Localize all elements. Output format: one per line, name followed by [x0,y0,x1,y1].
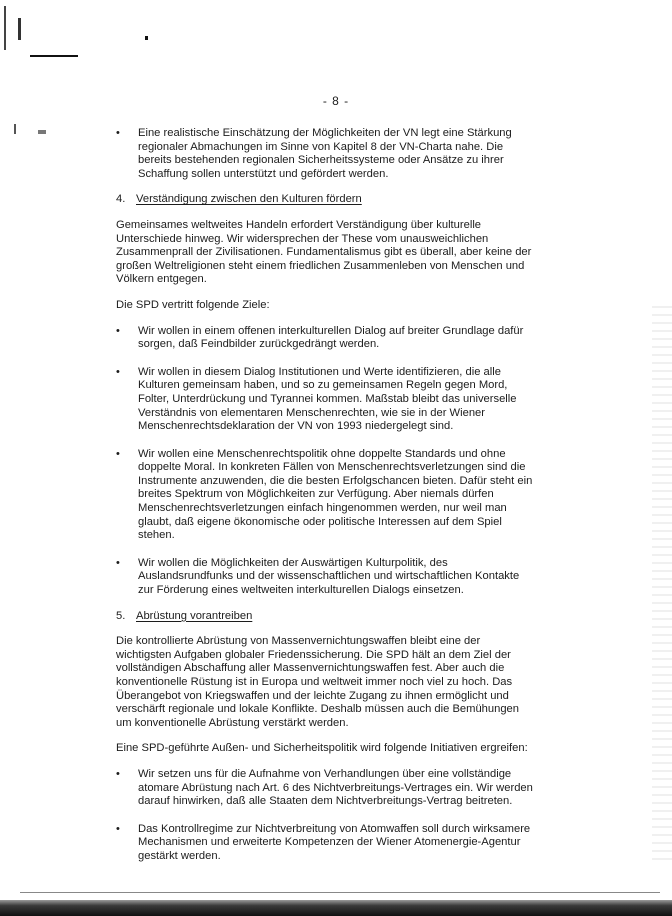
page-number: - 8 - [322,94,350,108]
list-item [116,127,536,181]
bullet-icon: • [116,365,120,378]
section-number: 5. [116,609,126,622]
bullet-icon: • [116,822,120,835]
bullet-text: Wir setzen uns für die Aufnahme von Verhandlungen über eine vollständige atomare Abrüstung nach Art. 6 des Nichtverbreitungs-Vertrages ein. Wir werden darauf hinwirken, daß alle Staaten dem Nichtverbreitungs-Vertrag beitreten. [138,767,533,808]
list-item [116,448,536,543]
document-body [116,127,536,864]
bullet-icon: • [116,127,120,139]
scan-artifact [4,6,6,50]
bullet-icon: • [116,767,120,780]
section-title: Abrüstung vorantreiben [136,609,253,622]
section-title: Verständigung zwischen den Kulturen fördern [136,193,362,206]
section-lead: Eine SPD-geführte Außen- und Sicherheitspolitik wird folgende Initiativen ergreifen: [116,742,528,755]
scan-artifact [38,130,46,134]
section-heading-4 [116,193,536,207]
scan-artifact [145,36,148,40]
section-number: 4. [116,193,126,206]
scan-artifact [20,892,660,893]
bullet-icon: • [116,324,120,337]
list-item [116,325,536,352]
section-lead: Die SPD vertritt folgende Ziele: [116,298,270,311]
bullet-text: Wir wollen in einem offenen interkulturellen Dialog auf breiter Grundlage dafür sorgen, daß Feindbilder zurückgedrängt werden. [138,324,524,351]
section-paragraph: Gemeinsames weltweites Handeln erfordert Verständigung über kulturelle Unterschiede hinweg. Wir widersprechen der These vom unausweichlichen Zusammenprall der Zivilisationen. Fundamentalismus gibt es überall, aber keine der großen Weltreligionen steht einem friedlichen Zusammenleben von Menschen und Völkern entgegen. [116,218,532,286]
bullet-text: Wir wollen in diesem Dialog Institutionen und Werte identifizieren, die alle Kulturen gemeinsam haben, und so zu gemeinsamen Regeln gegen Mord, Folter, Unterdrückung und Tyrannei kommen. Maßstab bleibt das universelle Verständnis von elementaren Menschenrechten, wie sie in der Wiener Menschenrechtsdeklaration der VN von 1993 niedergelegt sind. [138,365,517,433]
section-heading-5 [116,610,536,624]
list-item [116,823,536,864]
scan-artifact [14,124,16,134]
bullet-text: Wir wollen eine Menschenrechtspolitik ohne doppelte Standards und ohne doppelte Moral. In konkreten Fällen von Menschenrechtsverletzungen sind die Instrumente anzuwenden, die die besten Erfolgschancen bieten. Dafür steht ein breites Spektrum von Möglichkeiten zur Verfügung. Aber niemals dürfen Menschenrechtsverletzungen einfach hingenommen werden, nur weil man glaubt, daß eigene ökonomische oder politische Interessen auf dem Spiel stehen. [138,447,533,542]
scan-artifact [652,300,672,860]
bullet-icon: • [116,556,120,569]
bullet-icon: • [116,447,120,460]
scan-artifact [30,55,78,57]
section-paragraph: Die kontrollierte Abrüstung von Massenvernichtungswaffen bleibt eine der wichtigsten Aufgaben globaler Friedenssicherung. Die SPD hält an dem Ziel der vollständigen Abschaffung aller Massenvernichtungswaffen fest. Aber auch die konventionelle Rüstung ist in Europa und weltweit immer noch viel zu hoch. Das Überangebot von Kriegswaffen und der leichte Zugang zu ihnen ermöglicht und verschärft regionale und lokale Konflikte. Deshalb müssen auch die Bemühungen um konventionelle Abrüstung verstärkt werden. [116,635,519,729]
scan-artifact [18,18,21,40]
bullet-text: Wir wollen die Möglichkeiten der Auswärtigen Kulturpolitik, des Auslandsrundfunks und der wissenschaftlichen und wirtschaftlichen Kontakte zur Förderung eines weltweiten interkulturellen Dialogs einsetzen. [138,556,520,597]
bullet-text: Eine realistische Einschätzung der Möglichkeiten der VN legt eine Stärkung regionaler Abmachungen im Sinne von Kapitel 8 der VN-Charta nahe. Die bereits bestehenden regionalen Sicherheitssysteme oder Ansätze zu ihrer Schaffung sollen unterstützt und gefördert werden. [138,127,512,180]
list-item [116,366,536,434]
list-item [116,557,536,598]
list-item [116,768,536,809]
bullet-text: Das Kontrollregime zur Nichtverbreitung von Atomwaffen soll durch wirksamere Mechanismen und erweiterte Kompetenzen der Wiener Atomenergie-Agentur gestärkt werden. [138,822,531,862]
scan-edge [0,900,672,916]
